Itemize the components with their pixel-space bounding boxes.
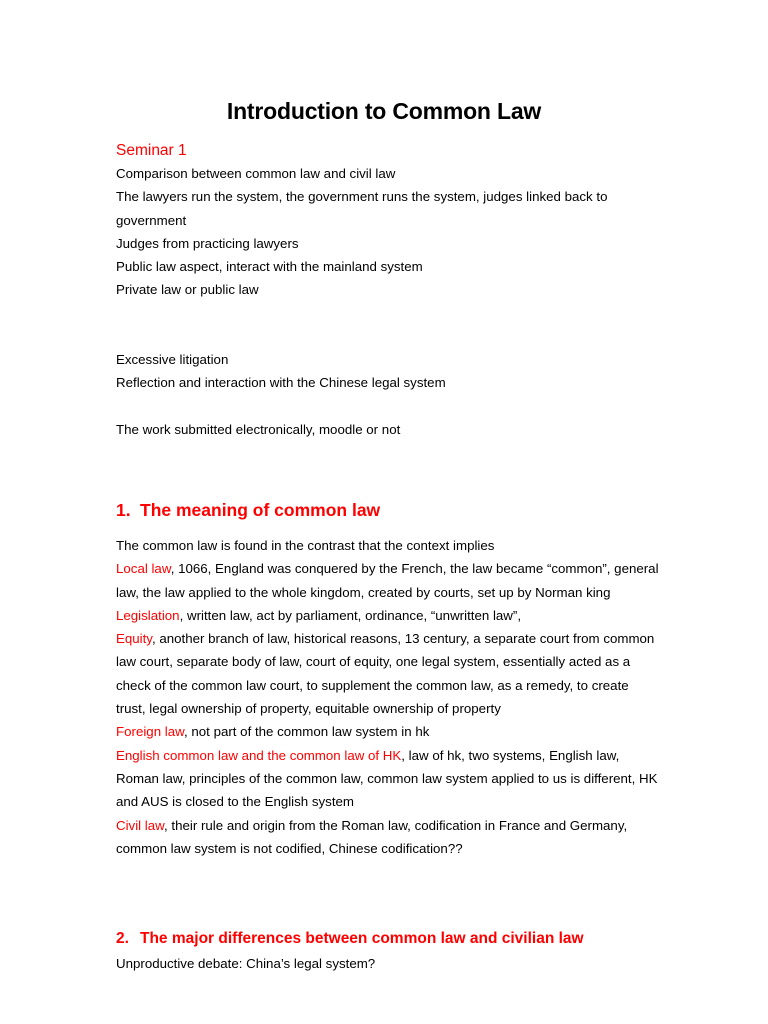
list-item — [116, 814, 661, 861]
section-1-body — [116, 534, 661, 860]
seminar-line: Comparison between common law and civil law — [116, 166, 396, 181]
seminar-notes — [116, 162, 661, 302]
seminar-line: Judges from practicing lawyers — [116, 235, 299, 251]
term-label: English common law and the common law of HK — [116, 747, 402, 763]
term-text: , 1066, England was conquered by the French, the law became “common”, general law, the law applied to the whole kingdom, created by courts, set up by Norman king — [116, 561, 659, 600]
term-label: Equity — [116, 631, 152, 647]
document-title: Introduction to Common Law — [226, 98, 542, 124]
term-text: , written law, act by parliament, ordinance, “unwritten law”, — [179, 607, 522, 623]
list-item — [116, 604, 661, 627]
term-text: , their rule and origin from the Roman law, codification in France and Germany, common law system is not codified, Chinese codification?? — [116, 817, 628, 856]
term-label: Legislation — [116, 607, 180, 623]
seminar-line: Reflection and interaction with the Chinese legal system — [116, 375, 446, 391]
section-number: 2. — [116, 930, 129, 947]
section-intro: The common law is found in the contrast that the context implies — [116, 538, 495, 553]
seminar-notes-2 — [116, 348, 661, 395]
section-2-body — [116, 952, 661, 975]
section-1-heading — [116, 500, 380, 521]
section-number: 1. — [116, 500, 131, 520]
list-item — [116, 744, 661, 814]
seminar-heading: Seminar 1 — [116, 142, 187, 159]
term-text: , law of hk, two systems, English law, Roman law, principles of the common law, common law system applied to us is different, HK and AUS is closed to the English system — [116, 747, 658, 810]
section-title: The major differences between common law and civilian law — [140, 930, 584, 947]
list-item — [116, 557, 661, 604]
term-text: , another branch of law, historical reasons, 13 century, a separate court from common law court, separate body of law, court of equity, one legal system, essentially acted as a check of the common law court, to supplement the common law, as a remedy, to create trust, legal ownership of property, equitable ownership of property — [116, 631, 655, 717]
seminar-line: Private law or public law — [116, 282, 259, 298]
term-label: Civil law — [116, 817, 165, 833]
seminar-line: Public law aspect, interact with the mainland system — [116, 259, 423, 275]
term-label: Local law — [116, 561, 171, 577]
section-intro: Unproductive debate: China’s legal system? — [116, 956, 376, 971]
list-item — [116, 720, 661, 743]
section-title: The meaning of common law — [140, 500, 381, 520]
seminar-line: The lawyers run the system, the government runs the system, judges linked back to government — [116, 189, 608, 228]
term-label: Foreign law — [116, 724, 184, 740]
term-text: , not part of the common law system in hk — [184, 724, 430, 740]
seminar-notes-3 — [116, 418, 661, 441]
list-item — [116, 627, 661, 720]
seminar-line: The work submitted electronically, moodle or not — [116, 422, 401, 437]
section-2-heading — [116, 930, 584, 948]
seminar-line: Excessive litigation — [116, 352, 229, 367]
